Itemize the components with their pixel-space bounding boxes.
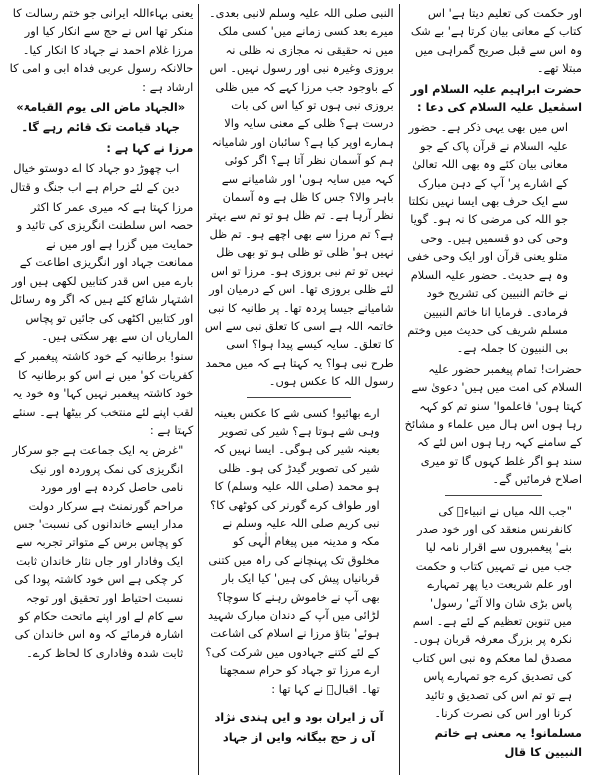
paragraph: النبی صلی اللہ علیہ وسلم لانبی بعدی۔ میرے بعد کسی زمانے میں' کسی ملک میں نہ حقیقی نہ مجازی نہ ظلی نہ بروزی وغیرہ نبی اور رسول نہیں۔ اس کے باوجود جب مرزا کہے کہ میں ظلی بروزی نبی ہوں تو کیا اس کی بات درست ہے؟ ظلی کے معنی سایہ والا ہمارے اوپر کیا ہے؟ سائبان اور شامیانہ ہم کو آسمان نظر آتا ہے؟ اگر کوئی کہہ میں سایہ ہوں' اور شامیانے سے باہر والا؟ جس کا ظل ہے وہ آسمان نظر آرہا ہے۔ تم ظل ہو تو تم سے بہتر ہے؟ تم مرزا سے بھی اچھے ہو۔ تم ظل نہیں ہو' ظلی تو ظلی ہو تو بھی ظل نہیں تو تم نبی بروزی ہو۔ مرزا تو اس لئے ظلی بروزی تھا۔ اس کے درمیان اور شامیانے جیسا پردہ تھا۔ پر طانیہ کا نبی خاتمہ اللہ ہے اسی کا تعلق نبی سے اس کا تعلق۔ سایہ کیسے پیدا ہوا؟ اسی طرح نبی ہوا؟ یہ کہتا ہے کہ میں محمد رسول اللہ کا عکس ہوں۔ (204, 6, 394, 389)
quote-paragraph: "غرض یہ ایک جماعت ہے جو سرکار انگریزی کی نمک پروردہ اور نیک نامی حاصل کردہ ہے اور مورد مراحم گورنمنٹ ہے سرکار دولت مدار ایسے خاندانوں کی نسبت' جس کو پچاس برس کے متواتر تجربہ سے ایک وفادار اور جاں نثار خاندان ثابت کر چکی ہے اس خود کاشتہ پودا کی نسبت احتیاط اور تحقیق اور توجہ سے کام لے اور اپنے ماتحت حکام کو اشارہ فرمائے کہ وہ اس خاندان کی ثابت شدہ وفاداری کا لحاظ کرے۔ (12, 443, 184, 660)
paragraph: اور حکمت کی تعلیم دیتا ہے' اس کتاب کے معانی بیان کرتا ہے' بے شک وہ اس سے قبل صریح گمراہی میں مبتلا تھے۔ (410, 6, 582, 76)
paragraph-last: مسلمانو! یہ معنی ہے خاتم النبیین کا قال (434, 726, 582, 759)
separator-line (247, 397, 351, 398)
column-right (400, 4, 587, 775)
paragraph: مرزا نے کہا ہے : (106, 140, 194, 155)
paragraph: مرزا کہتا ہے کہ میری عمر کا اکثر حصہ اس سلطنت انگریزی کی تائید و حمایت میں گزرا ہے اور میں نے ممانعت جہاد اور انگریزی اطاعت کے بارے میں اس قدر کتابیں لکھی ہیں اور اشتہار شائع کئے ہیں کہ اگر وہ رسائل اور کتابیں اکٹھی کی جائیں تو پچاس الماریاں ان سے بھر سکتی ہیں۔ (10, 200, 194, 343)
verse-line: آں ز حج بیگانہ وایں از جہاد (222, 730, 376, 745)
paragraph: ارے بھائیو! کسی شے کا عکس بعینہ وہی شے ہوتا ہے؟ شیر کی تصویر بعینہ شیر کی ہوگی۔ ایسا نہیں کہ شیر کی تصویر گیدڑ کی ہو۔ ظلی ہو محمد (صلی اللہ علیہ وسلم) کا اور طواف کرے گورنر کی کوٹھی کا؟ نبی کریم صلی اللہ علیہ وسلم نے مکہ و مدینہ میں پیغام الٰہی کو مخلوق تک پہنچانے کی راہ میں کتنی قربانیاں پیش کی ہیں' کیا ایک بار بھی آپ نے خاموش رہنے کا سوچا؟ لڑائی میں آپ کے دندان مبارک شہید ہوئے' بتاؤ مرزا نے اسلام کی اشاعت کے لئے کتنے جہادوں میں شرکت کی؟ ارے مرزا تو جہاد کو حرام سمجھتا تھا۔ اقبالؒ نے کہا تھا : (205, 405, 380, 696)
subheading-dua: حضرت ابراہیم علیہ السلام اور اسمٰعیل علیہ السلام کی دعا : (410, 81, 582, 115)
paragraph: اس میں بھی یہی ذکر ہے۔ حضور علیہ السلام نے قرآن پاک کے جو معانی بیان کئے وہ بھی اللہ تعالیٰ کے اشارے پر' آپ کے دہن مبارک سے ایک حرف بھی ایسا نہیں نکلتا جو اللہ کی مرضی کا نہ ہو۔ گویا وحی کی دو قسمیں ہیں۔ وحی متلو یعنی قرآن اور ایک وحی خفی وہ ہے حدیث۔ حضور علیہ السلام نے خاتم النبیین کی تشریح خود فرمادی۔ فرمایا انا خاتم النبیین مسلم شریف کی حدیث میں وختم بی النبیون کا جملہ ہے۔ (407, 120, 568, 356)
poetry-line: اب چھوڑ دو جہاد کا اے دوستو خیال دین کے لئے حرام ہے اب جنگ و قتال (10, 161, 180, 194)
verse-line: آں ز ایران بود و ایں ہندی نژاد (214, 710, 384, 725)
paragraph: سنو! برطانیہ کے خود کاشتہ پیغمبر کے کفریات کو' میں نے اس کو برطانیہ کا خود کاشتہ پیغمبر نہیں کہا' وہ خود یہ لقب اپنے لئے منتخب کر بیٹھا ہے۔ سنئے کہتا ہے : (12, 349, 194, 437)
column-middle (199, 4, 398, 775)
paragraph: یعنی بہاءاللہ ایرانی جو ختم رسالت کا منکر تھا اس نے حج سے انکار کیا اور مرزا غلام احمد نے جہاد کا انکار کیا۔ حالانکہ رسول عربی فداہ ابی و امی کا ارشاد ہے : (9, 6, 194, 94)
spacer (204, 700, 393, 708)
paragraph: حضرات! تمام پیغمبر حضور علیہ السلام کی امت میں ہیں' دعویٰ سے کہتا ہوں' فاعلموا' سنو تم کو کہہ رہا ہوں اس ہال میں علماء و مشائخ کے سامنے کہہ رہا ہوں اس لئے کہ سند ہو اگر غلط کہوں گا تو میری اصلاح فرمائیں گے۔ (404, 361, 582, 487)
quote-paragraph: "جب اللہ میاں نے انبیاءؑ کی کانفرنس منعقد کی اور خود صدر بنے' پیغمبروں سے اقرار نامہ لیا جب میں نے تمہیں کتاب و حکمت اور علم شریعت دیا پھر تمہارے پاس بڑی شان والا آئے' رسول' میں تنوین تعظیم کے لئے ہے۔ اسم نکرہ پر بزرگ معرفہ قربان ہوں۔ مصدق لما معکم وہ نبی اس کتاب کی تصدیق کرے جو تمہارے پاس ہے تو تم اس کی تصدیق و تائید کرنا اور اس کی نصرت کرنا۔ (412, 503, 572, 721)
column-left (3, 4, 198, 775)
hadith-quote: «الجہاد ماض الی یوم القیامۃ» (16, 100, 186, 115)
hadith-translation: جہاد قیامت تک قائم رہے گا۔ (21, 120, 181, 135)
separator-line (445, 495, 543, 496)
